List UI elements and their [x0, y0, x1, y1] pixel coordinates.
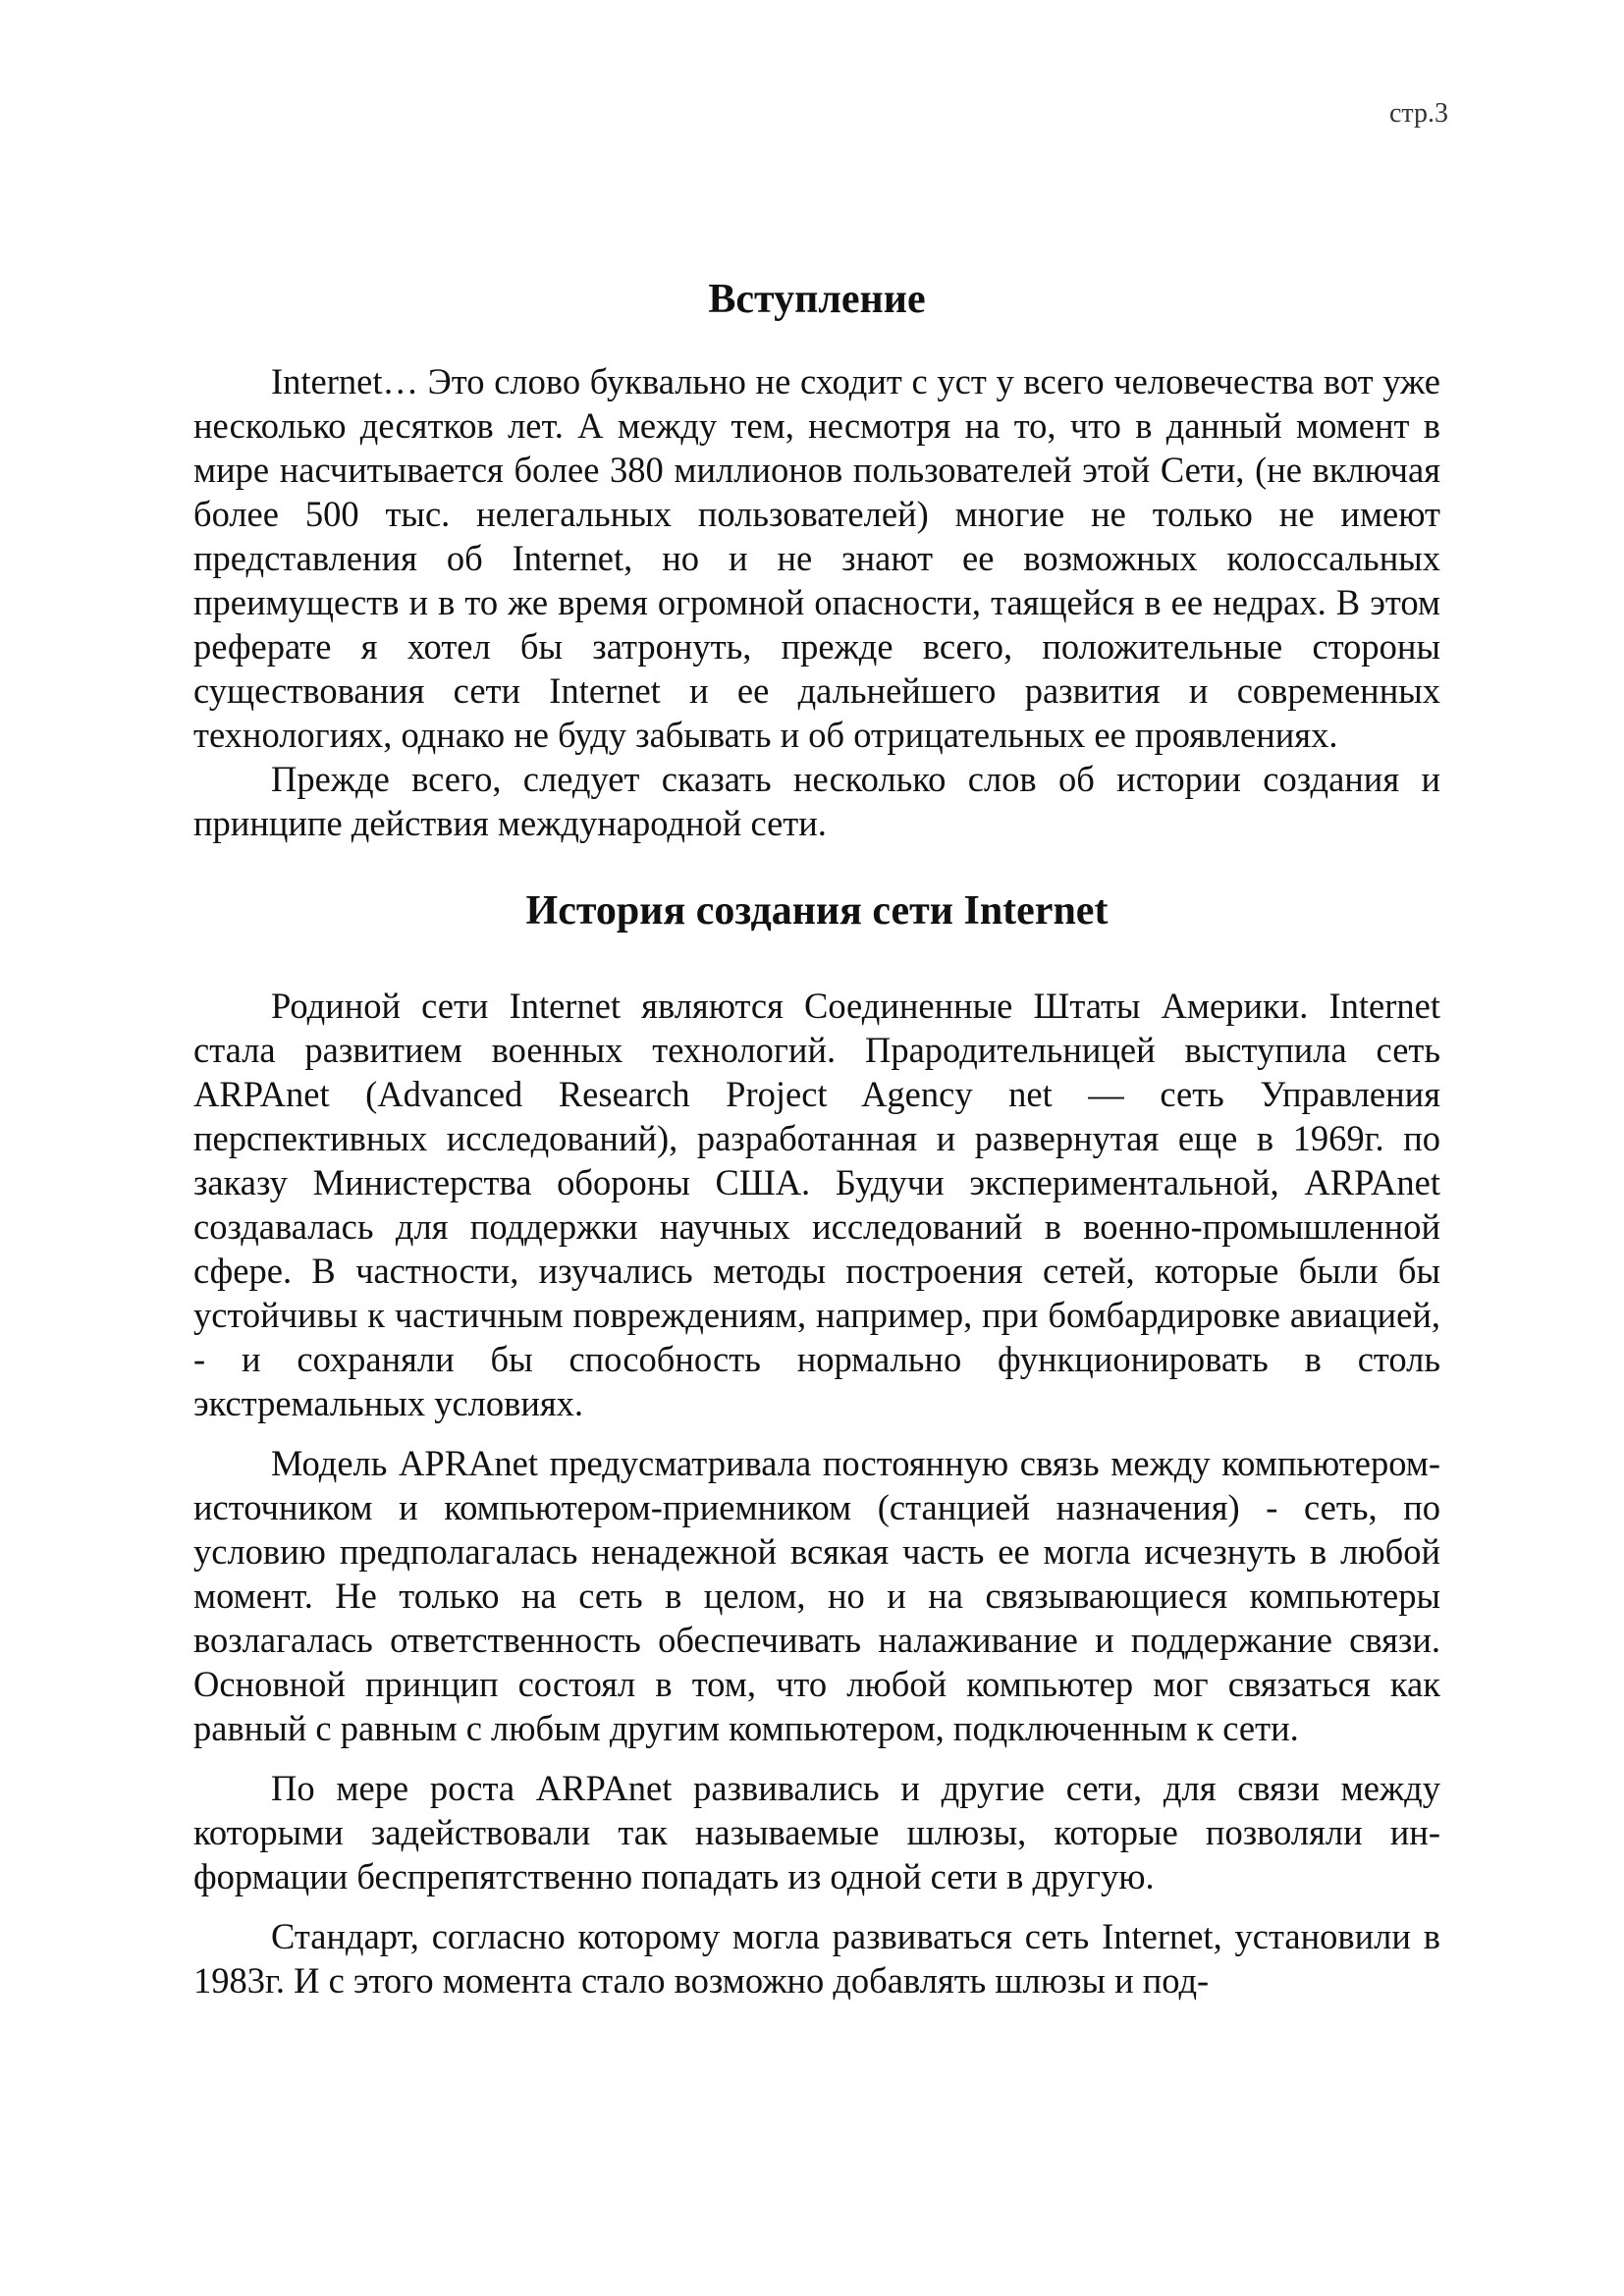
- section-title-history: История создания сети Internet: [525, 888, 1109, 934]
- page-number: стр.3: [1388, 98, 1448, 129]
- paragraph-history-4: Стандарт, согласно которому могла развиваться сеть Internet, установили в 1983г. И с этого момента стало возможно добавлять шлюзы и под-: [193, 1915, 1440, 2001]
- paragraph-intro-2: Прежде всего, следует сказать несколько слов об истории создания и принципе действия международной сети.: [193, 759, 1440, 844]
- section-title-intro: Вступление: [708, 277, 926, 322]
- paragraph-history-1: Родиной сети Internet являются Соединенные Штаты Америки. Internet стала развитием военных технологий. Прародительницей выступила сеть ARPAnet (Advanced Research Project Agency net — сеть Управления перспективных исследований), разработанная и развернутая еще в 1969г. по заказу Министерства обороны США. Будучи экспериментальной, ARPAnet создавалась для поддержки научных исследований в военно-промышленной сфере. В частности, изучались методы построения сетей, которые были бы устойчивы к частичным повреждениям, например, при бомбардировке авиацией, - и сохраняли бы способность нормально функционировать в столь экстремальных условиях.: [193, 985, 1440, 1423]
- paragraph-history-2: Модель APRAnet предусматривала постоянную связь между компьютером-источником и компьютером-приемником (станцией назначения) - сеть, по условию предполагалась ненадежной всякая часть ее могла исчезнуть в любой момент. Не только на сеть в целом, но и на связывающиеся компьютеры возлагалась ответственность обеспечивать налаживание и поддержание связи. Основной принцип состоял в том, что любой компьютер мог связаться как равный с равным с любым другим компьютером, подключенным к сети.: [193, 1442, 1440, 1748]
- paragraph-history-3: По мере роста ARPAnet развивались и другие сети, для связи между которыми задействовали так называемые шлюзы, которые позволяли информации беспрепятственно попадать из одной сети в другую.: [193, 1767, 1440, 1896]
- document-body: [193, 275, 1440, 2002]
- paragraph-intro-1: Internet… Это слово буквально не сходит с уст у всего человечества вот уже несколько десятков лет. А между тем, несмотря на то, что в данный момент в мире насчитывается более 380 миллионов пользователей этой Сети, (не включая более 500 тыс. нелегальных пользователей) многие не только не имеют представления об Internet, но и не знают ее возможных колоссальных преимуществ и в то же время огромной опасности, таящейся в ее недрах. В этом реферате я хотел бы затронуть, прежде всего, положительные стороны существования сети Internet и ее дальнейшего развития и современных технологиях, однако не буду забывать и об отрицательных ее проявлениях.: [193, 361, 1440, 756]
